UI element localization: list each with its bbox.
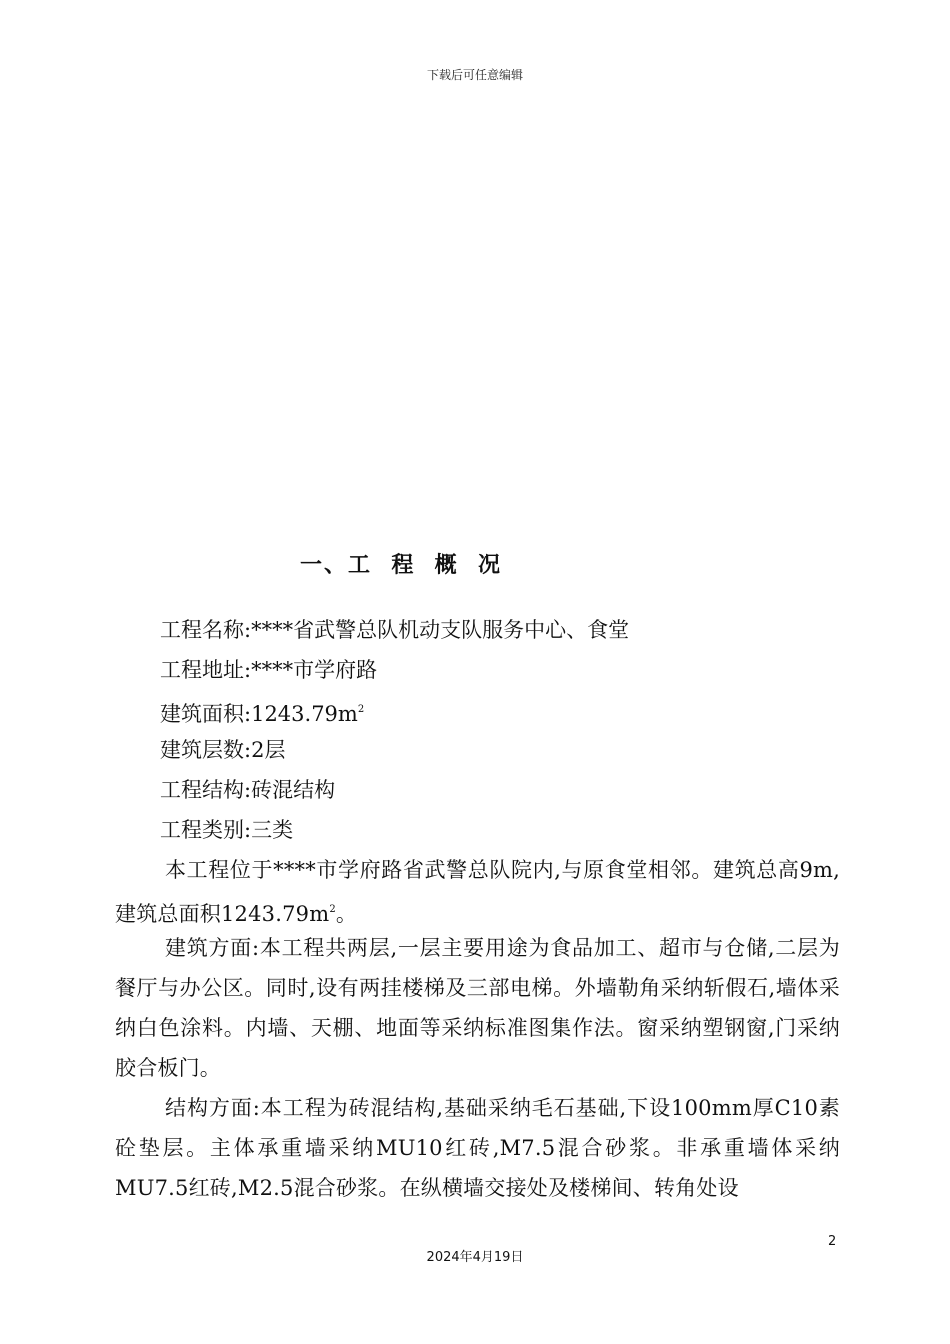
info-item-project-address: 工程地址:****市学府路 xyxy=(160,658,378,682)
header-note: 下载后可任意编辑 xyxy=(426,68,523,82)
paragraph-tail: 。 xyxy=(335,902,358,926)
info-item-structure: 工程结构:砖混结构 xyxy=(160,778,336,802)
info-label: 建筑面积 xyxy=(160,702,244,726)
paragraph-text: 本工程位于****市学府路省武警总队院内,与原食堂相邻。建筑总高9m,建筑总面积1243.79m xyxy=(115,858,840,926)
info-label: 工程地址 xyxy=(160,658,244,682)
info-item-category: 工程类别:三类 xyxy=(160,818,294,842)
info-label: 工程结构 xyxy=(160,778,244,802)
info-item-project-name: 工程名称:****省武警总队机动支队服务中心、食堂 xyxy=(160,618,630,642)
section-title: 一、工 程 概 况 xyxy=(300,553,502,578)
page-number: 2 xyxy=(828,1234,837,1249)
info-value: ****省武警总队机动支队服务中心、食堂 xyxy=(251,618,630,642)
info-value: 三类 xyxy=(251,818,294,842)
info-label: 建筑层数 xyxy=(160,738,244,762)
info-value: 2层 xyxy=(251,738,286,762)
paragraph-overview xyxy=(115,850,840,934)
info-item-floors: 建筑层数:2层 xyxy=(160,738,286,762)
info-label: 工程名称 xyxy=(160,618,244,642)
info-label: 工程类别 xyxy=(160,818,244,842)
project-info-list xyxy=(160,610,629,850)
info-value: 1243.79m xyxy=(251,702,358,726)
superscript: 2 xyxy=(357,704,365,715)
paragraph-structure: 结构方面:本工程为砖混结构,基础采纳毛石基础,下设100mm厚C10素砼垫层。主体承重墙采纳MU10红砖,M7.5混合砂浆。非承重墙体采纳MU7.5红砖,M2.5混合砂浆。在纵横墙交接处及楼梯间、转角处设 xyxy=(115,1096,840,1200)
info-value: 砖混结构 xyxy=(251,778,336,802)
footer-date: 2024年4月19日 xyxy=(426,1250,524,1265)
superscript: 2 xyxy=(329,904,336,915)
info-item-building-area: 建筑面积$:1243.79m^2$ xyxy=(160,702,365,726)
paragraph-architecture: 建筑方面:本工程共两层,一层主要用途为食品加工、超市与仓储,二层为餐厅与办公区。同时,设有两挂楼梯及三部电梯。外墙勒角采纳斩假石,墙体采纳白色涂料。内墙、天棚、地面等采纳标准图集作法。窗采纳塑钢窗,门采纳胶合板门。 xyxy=(115,936,840,1080)
info-value: ****市学府路 xyxy=(251,658,378,682)
